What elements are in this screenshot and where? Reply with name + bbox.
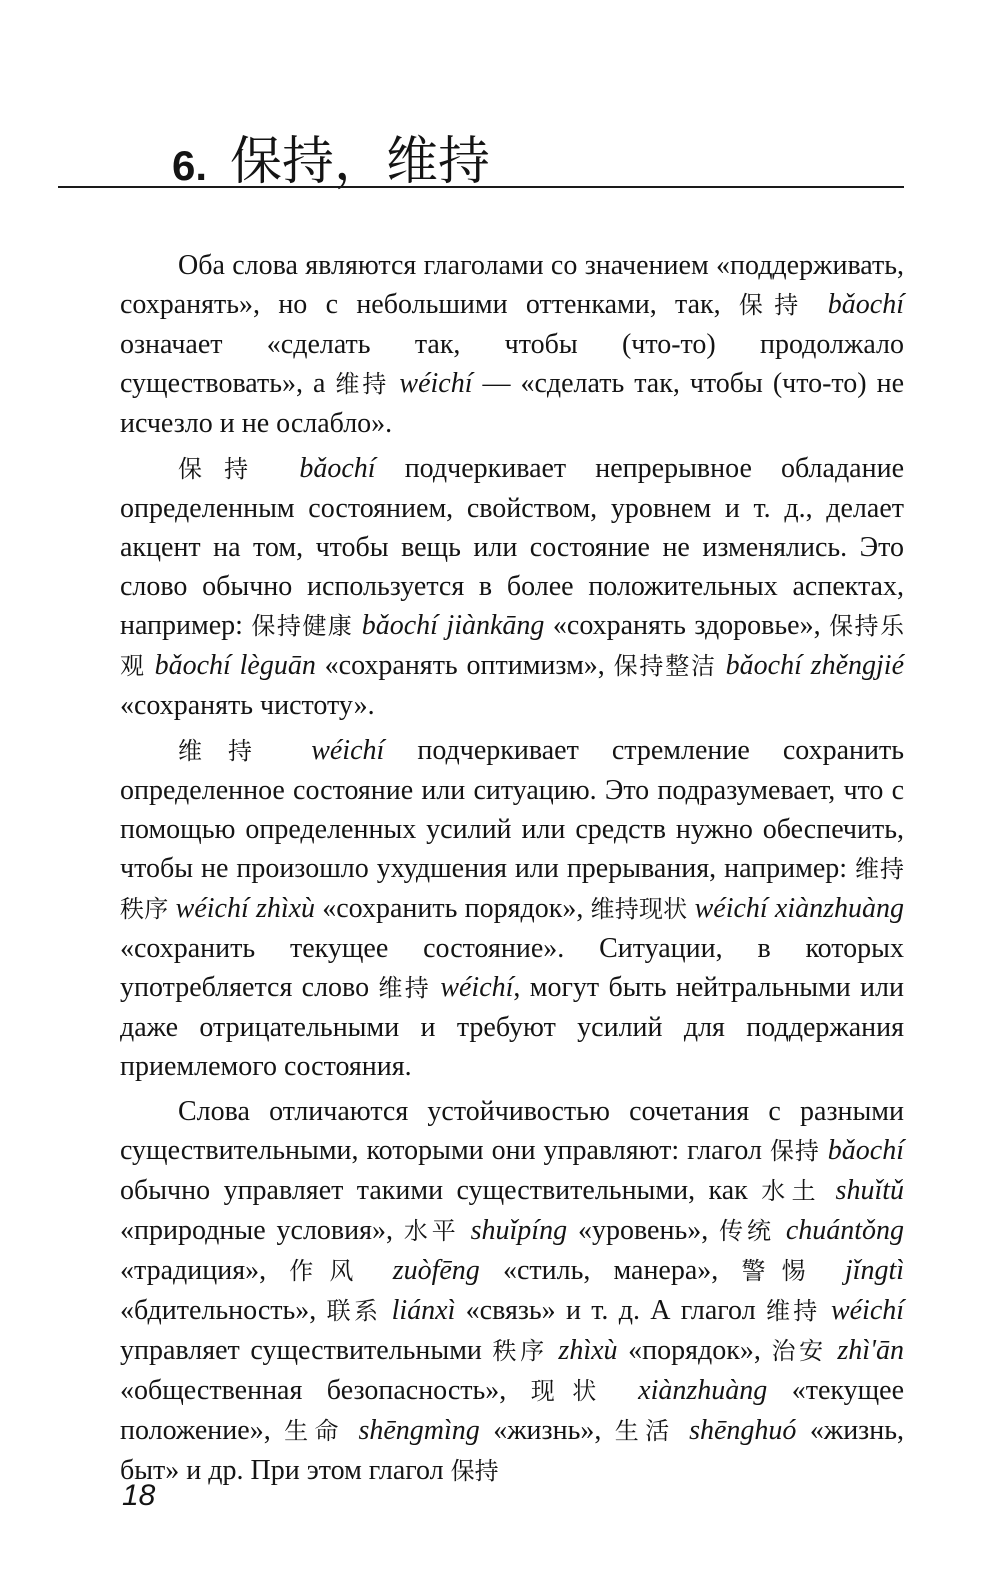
chinese-term: 保持乐观 [120, 612, 905, 680]
pinyin-term: shuǐtǔ [835, 1175, 905, 1206]
chinese-term: 维持 [378, 974, 432, 1002]
pinyin-term: wéichí [399, 368, 473, 399]
chinese-term: 维持秩序 [120, 855, 904, 923]
chinese-term: 传统 [719, 1217, 775, 1245]
pinyin-term: wéichí xiànzhuàng [694, 893, 904, 924]
chinese-term: 联系 [326, 1297, 382, 1325]
heading-underline [58, 186, 904, 188]
text-run [381, 1295, 391, 1326]
pinyin-term: chuántǒng [785, 1215, 905, 1246]
chinese-term: 保持 [738, 291, 810, 319]
text-run [168, 893, 175, 924]
chinese-term: 秩序 [492, 1337, 548, 1365]
text-run: , могут быть нейтральными или даже отрицательными и требуют усилий для поддержания приемлемого состояния. [120, 972, 905, 1082]
pinyin-term: jǐngtì [844, 1255, 905, 1286]
pinyin-term: bǎochí jiànkāng [361, 610, 545, 641]
pinyin-term: shēngmìng [358, 1415, 480, 1446]
text-run [822, 1255, 845, 1286]
pinyin-term: xiànzhuàng [638, 1375, 768, 1406]
pinyin-term: bǎochí [299, 453, 376, 484]
text-run: «стиль, манера», [479, 1255, 742, 1286]
text-run [775, 1215, 786, 1246]
text-run: «жизнь, быт» и др. При этом глагол [120, 1415, 904, 1486]
text-run: «общественная безопасность», [120, 1375, 531, 1406]
chinese-term: 水平 [403, 1217, 460, 1245]
text-run [614, 1375, 638, 1406]
text-run: означает «сделать так, чтобы (что-то) продолжало существовать», а [120, 329, 904, 399]
text-run: «бдительность», [120, 1295, 327, 1326]
pinyin-term: bǎochí [827, 1135, 905, 1166]
chinese-term: 保持 [450, 1457, 499, 1485]
chinese-term: 作风 [289, 1257, 370, 1285]
text-run: подчеркивает непрерывное обладание определенным состоянием, свойством, уровнем и т. д., делает акцент на том, чтобы вещь или состояние не изменялись. Это слово обычно используется в более положительных аспектах, например: [120, 453, 905, 641]
paragraph-weichi [120, 731, 904, 1086]
body-text [120, 246, 904, 1497]
text-run [548, 1335, 559, 1366]
chinese-term: 水土 [761, 1177, 823, 1205]
text-run [717, 650, 726, 681]
text-run: «уровень», [567, 1215, 720, 1246]
paragraph-baochi [120, 449, 904, 725]
text-run: подчеркивает стремление сохранить определенное состояние или ситуацию. Это подразумевает, что с помощью определенных усилий или средств нужно обеспечить, чтобы не произошло ухудшения или прерывания, например: [120, 735, 905, 884]
chinese-term: 维持 [178, 737, 279, 765]
pinyin-term: zhì'ān [837, 1335, 905, 1366]
pinyin-term: shuǐpíng [470, 1215, 568, 1246]
chinese-term: 警惕 [741, 1257, 822, 1285]
section-number: 6. [172, 142, 208, 189]
section-title: 保持，维持 [230, 132, 491, 192]
text-run [389, 368, 399, 399]
text-run: «сохранять чистоту». [120, 690, 375, 721]
text-run [370, 1255, 393, 1286]
text-run [810, 289, 828, 320]
text-run [821, 1295, 831, 1326]
text-run: Оба слова являются глаголами со значением «поддерживать, сохранять», но с небольшими оттенками, так, [120, 250, 904, 320]
pinyin-term: shēnghuó [689, 1415, 797, 1446]
text-run [146, 650, 155, 681]
pinyin-term: wéichí zhìxù [175, 893, 316, 924]
text-run: «сохранить текущее состояние». Ситуации, в которых употребляется слово [120, 933, 904, 1003]
pinyin-term: bǎochí [827, 289, 905, 320]
chinese-term: 生命 [284, 1417, 345, 1445]
chinese-term: 保持 [178, 455, 271, 483]
text-run [460, 1215, 471, 1246]
chinese-term: 现状 [530, 1377, 614, 1405]
text-run: «текущее положение», [120, 1375, 905, 1446]
text-run: «связь» и т. д. А глагол [455, 1295, 766, 1326]
text-run [278, 735, 311, 766]
text-run: «сохранить порядок», [315, 893, 591, 924]
text-run: «традиция», [120, 1255, 290, 1286]
chinese-term: 维持 [335, 370, 390, 398]
text-run: — «сделать так, чтобы (что-то) не исчезло и не ослабло». [120, 368, 905, 439]
chinese-term: 生活 [614, 1417, 676, 1445]
text-run [822, 1175, 835, 1206]
text-run: обычно управляет такими существительными, как [120, 1175, 762, 1206]
text-run [353, 610, 361, 641]
text-run: «порядок», [617, 1335, 772, 1366]
paragraph-intro [120, 246, 904, 443]
chinese-term: 治安 [771, 1337, 827, 1365]
text-run: «сохранять оптимизм», [315, 650, 614, 681]
text-run [820, 1135, 828, 1166]
text-run: «сохранять здоровье», [544, 610, 830, 641]
text-run [431, 972, 440, 1003]
text-run [345, 1415, 358, 1446]
page-number: 18 [122, 1479, 156, 1512]
pinyin-term: wéichí [830, 1295, 905, 1326]
pinyin-term: liánxì [391, 1295, 456, 1326]
text-run: «природные условия», [120, 1215, 404, 1246]
chinese-term: 维持 [765, 1297, 821, 1325]
text-run: «жизнь», [479, 1415, 615, 1446]
paragraph-collocations [120, 1092, 904, 1491]
pinyin-term: zuòfēng [392, 1255, 480, 1286]
pinyin-term: bǎochí zhěngjié [725, 650, 904, 681]
pinyin-term: bǎochí lèguān [154, 650, 316, 681]
text-run: Слова отличаются устойчивостью сочетания с разными существительными, которыми они управляют: глагол [120, 1096, 904, 1166]
chinese-term: 保持 [769, 1137, 820, 1165]
pinyin-term: wéichí [440, 972, 514, 1003]
text-run [827, 1335, 838, 1366]
chinese-term: 保持整洁 [613, 652, 717, 680]
text-run [676, 1415, 689, 1446]
pinyin-term: zhìxù [558, 1335, 618, 1366]
text-run: управляет существительными [120, 1335, 493, 1366]
text-run [270, 453, 299, 484]
text-run [687, 893, 694, 924]
chinese-term: 保持健康 [251, 612, 354, 640]
pinyin-term: wéichí [311, 735, 385, 766]
chinese-term: 维持现状 [590, 895, 688, 923]
